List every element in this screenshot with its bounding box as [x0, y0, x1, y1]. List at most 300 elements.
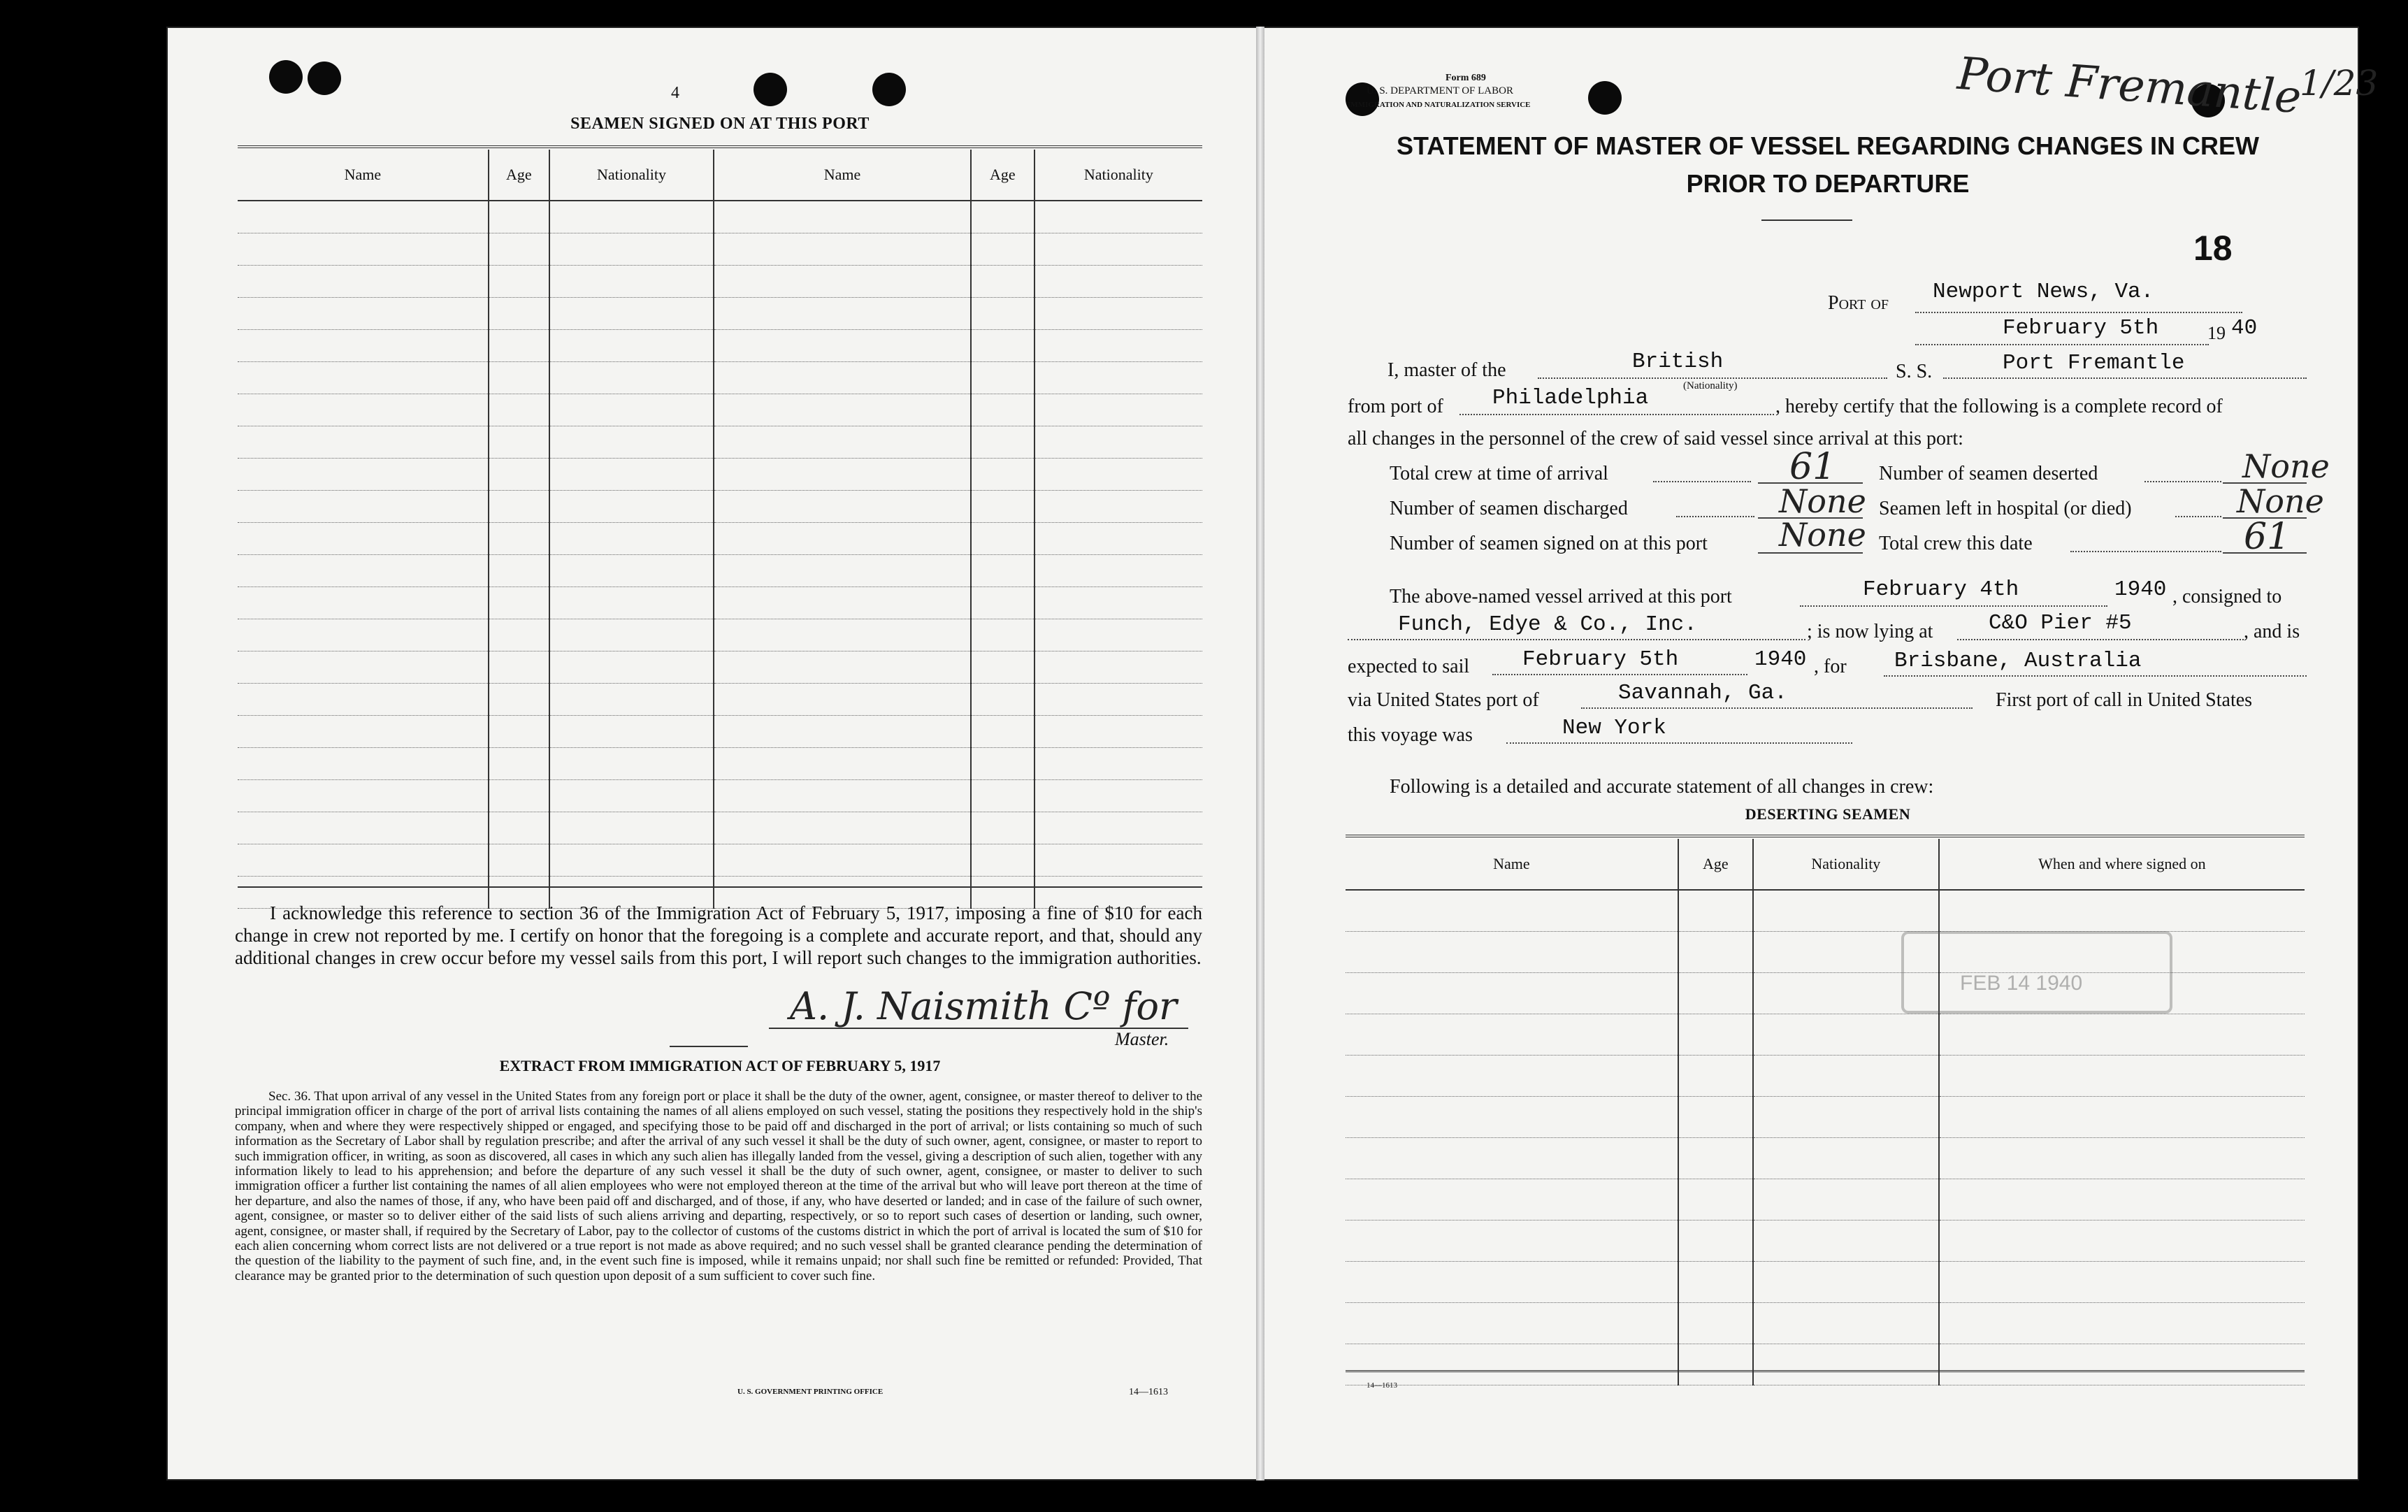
table-cell: [489, 266, 549, 298]
certify-text: , hereby certify that the following is a complete record of: [1775, 396, 2223, 417]
table-cell: [549, 780, 714, 812]
table-cell: [1346, 1179, 1678, 1221]
table-cell: [489, 780, 549, 812]
table-row: [238, 298, 1202, 330]
table-row: [238, 459, 1202, 491]
table-cell: [489, 684, 549, 716]
page-gutter: [1256, 27, 1264, 1481]
table-row: [238, 651, 1202, 684]
table-cell: [714, 651, 971, 684]
table-cell: [971, 491, 1034, 523]
column-header-nationality: Nationality: [1034, 150, 1202, 201]
table-cell: [1346, 1056, 1678, 1097]
via-port-value: Savannah, Ga.: [1618, 681, 1787, 705]
table-row: [238, 394, 1202, 426]
table-cell: [1346, 1221, 1678, 1262]
total-crew-arrival-value: 61: [1789, 446, 1836, 488]
table-cell: [714, 459, 971, 491]
table-cell: [1346, 890, 1678, 932]
received-stamp: [1901, 931, 2172, 1014]
table-cell: [714, 748, 971, 780]
table-cell: [238, 491, 489, 523]
total-crew-date-label: Total crew this date: [1879, 533, 2033, 554]
table-row: [238, 330, 1202, 362]
table-cell: [1939, 1179, 2305, 1221]
table-cell: [1753, 1014, 1939, 1056]
master-label: Master.: [1115, 1029, 1169, 1049]
table-cell: [489, 716, 549, 748]
table-cell: [971, 362, 1034, 394]
extract-title: EXTRACT FROM IMMIGRATION ACT OF FEBRUARY 5, 1917: [499, 1057, 941, 1074]
master-of-label: I, master of the: [1387, 359, 1506, 381]
table-cell: [549, 651, 714, 684]
total-crew-date-line: [2223, 552, 2307, 554]
from-port-label: from port of: [1348, 396, 1443, 417]
table-cell: [1753, 1179, 1939, 1221]
table-cell: [1678, 1262, 1753, 1303]
table-cell: [489, 748, 549, 780]
table-row: [238, 844, 1202, 877]
table-cell: [549, 266, 714, 298]
total-crew-arrival-label: Total crew at time of arrival: [1390, 463, 1608, 484]
table-cell: [549, 716, 714, 748]
form-number: Form 689: [1445, 73, 1486, 83]
table-cell: [971, 330, 1034, 362]
table-cell: [971, 748, 1034, 780]
table-cell: [1753, 1221, 1939, 1262]
table-cell: [549, 619, 714, 651]
table-cell: [971, 844, 1034, 877]
table-cell: [714, 394, 971, 426]
form-title: STATEMENT OF MASTER OF VESSEL REGARDING CHANGES IN CREW: [1396, 131, 2260, 160]
table-cell: [238, 201, 489, 233]
table-cell: [549, 459, 714, 491]
table-row: [238, 780, 1202, 812]
stamp-number: 18: [2193, 229, 2233, 268]
port-of-label: Port of: [1828, 292, 1889, 314]
table-bottom-rule: [238, 886, 1202, 888]
table-cell: [1034, 362, 1202, 394]
total-crew-arrival-dots: [1653, 481, 1751, 482]
table-cell: [1939, 890, 2305, 932]
table-cell: [489, 233, 549, 266]
destination-line: [1884, 675, 2307, 677]
sail-year: 1940: [1754, 647, 1807, 672]
from-port-value: Philadelphia: [1492, 386, 1649, 410]
table-cell: [238, 394, 489, 426]
table-cell: [1678, 1056, 1753, 1097]
table-cell: [714, 780, 971, 812]
table-cell: [971, 651, 1034, 684]
received-stamp-date: FEB 14 1940: [1960, 972, 2083, 995]
table-row: [1346, 1097, 2305, 1138]
column-header-name: Name: [714, 150, 971, 201]
deserting-seamen-table: [1346, 839, 2305, 1385]
table-cell: [1034, 844, 1202, 877]
table-cell: [714, 491, 971, 523]
table-cell: [1753, 1056, 1939, 1097]
table-row: [238, 748, 1202, 780]
table-cell: [714, 587, 971, 619]
table-row: [1346, 1262, 2305, 1303]
table-cell: [714, 233, 971, 266]
table-cell: [1753, 1138, 1939, 1179]
table-cell: [1678, 1221, 1753, 1262]
table-cell: [238, 748, 489, 780]
arrived-year: 1940: [2114, 577, 2167, 602]
table-cell: [489, 523, 549, 555]
table-cell: [714, 716, 971, 748]
sail-date: February 5th: [1522, 647, 1679, 672]
table-cell: [1034, 523, 1202, 555]
table-cell: [971, 201, 1034, 233]
table-cell: [489, 651, 549, 684]
column-header-signed-on: When and where signed on: [1939, 839, 2305, 890]
nationality-value: British: [1632, 350, 1724, 374]
table-cell: [549, 523, 714, 555]
table-cell: [1346, 1097, 1678, 1138]
table-cell: [971, 298, 1034, 330]
printing-office: U. S. GOVERNMENT PRINTING OFFICE: [737, 1388, 884, 1396]
arrived-label: The above-named vessel arrived at this port: [1390, 586, 1732, 607]
table-cell: [489, 394, 549, 426]
table-cell: [714, 426, 971, 459]
deserting-title: DESERTING SEAMEN: [1745, 805, 1911, 823]
column-header-age: Age: [489, 150, 549, 201]
table-cell: [971, 587, 1034, 619]
punch-hole: [269, 60, 303, 94]
table-cell: [1034, 298, 1202, 330]
lying-label: ; is now lying at: [1807, 621, 1933, 642]
table-cell: [489, 362, 549, 394]
table-cell: [1753, 1097, 1939, 1138]
table-cell: [489, 844, 549, 877]
table-cell: [549, 587, 714, 619]
table-cell: [971, 523, 1034, 555]
consigned-label: , consigned to: [2172, 586, 2282, 607]
page-number: 4: [671, 84, 679, 102]
table-cell: [1939, 1014, 2305, 1056]
table-row: [238, 812, 1202, 844]
title-rule: [1761, 219, 1852, 221]
table-cell: [549, 684, 714, 716]
table-cell: [714, 201, 971, 233]
table-cell: [1678, 1097, 1753, 1138]
discharged-dots: [1676, 516, 1754, 517]
table-cell: [1939, 1262, 2305, 1303]
table-row: [238, 201, 1202, 233]
table-cell: [238, 812, 489, 844]
table-cell: [1753, 1344, 1939, 1385]
table-cell: [489, 491, 549, 523]
signed-on-table: [238, 150, 1202, 909]
signed-on-line: [1758, 552, 1863, 554]
table-top-rule: [238, 145, 1202, 148]
column-header-name: Name: [1346, 839, 1678, 890]
table-row: [238, 555, 1202, 587]
signed-on-label: Number of seamen signed on at this port: [1390, 533, 1708, 554]
table-cell: [1678, 1014, 1753, 1056]
section-title: SEAMEN SIGNED ON AT THIS PORT: [570, 115, 870, 133]
table-row: [1346, 1138, 2305, 1179]
table-row: [1346, 1179, 2305, 1221]
short-rule: [670, 1046, 748, 1047]
table-cell: [549, 394, 714, 426]
column-header-nationality: Nationality: [549, 150, 714, 201]
table-cell: [238, 362, 489, 394]
year-prefix: 19: [2207, 323, 2226, 343]
table-cell: [238, 780, 489, 812]
and-is-label: , and is: [2244, 621, 2300, 642]
punch-hole: [1588, 81, 1622, 115]
arrived-line: [1800, 605, 2107, 607]
consignee-value: Funch, Edye & Co., Inc.: [1398, 612, 1697, 637]
punch-hole: [754, 73, 787, 106]
ss-label: S. S.: [1896, 361, 1933, 382]
table-row: [238, 684, 1202, 716]
table-cell: [1678, 973, 1753, 1014]
nationality-caption: (Nationality): [1683, 380, 1738, 391]
table-cell: [1034, 394, 1202, 426]
table-cell: [714, 362, 971, 394]
expected-label: expected to sail: [1348, 656, 1470, 677]
table-cell: [1034, 812, 1202, 844]
table-cell: [714, 619, 971, 651]
service-name: IMMIGRATION AND NATURALIZATION SERVICE: [1348, 101, 1531, 109]
table-cell: [1034, 426, 1202, 459]
table-cell: [714, 523, 971, 555]
table-row: [238, 619, 1202, 651]
discharged-label: Number of seamen discharged: [1390, 498, 1628, 519]
table-cell: [238, 426, 489, 459]
table-cell: [1034, 201, 1202, 233]
table-cell: [489, 555, 549, 587]
punch-hole: [308, 62, 341, 95]
handwritten-vessel-name: Port Fremantle: [1956, 48, 2303, 124]
signed-on-value: None: [1779, 516, 1866, 554]
table-cell: [1034, 459, 1202, 491]
table-cell: [489, 298, 549, 330]
table-cell: [971, 684, 1034, 716]
column-header-age: Age: [971, 150, 1034, 201]
extract-text: Sec. 36. That upon arrival of any vessel in the United States from any foreign port or place it shall be the duty of the owner, agent, consignee, or master thereof to deliver to the principal immigration officer in charge of the port of arrival lists containing the names of all aliens employed on such vessel, stating the positions they respectively hold in the ship's company, when and where they were respectively shipped or engaged, and specifying those to be paid off and discharged in the port of arrival; or lists containing so much of such information as the Secretary of Labor shall by regulation prescribe; and after the arrival of any such vessel it shall be the duty of such owner, agent, consignee, or master to report to such immigration officer, in writing, as soon as discovered, all cases in which any such alien has illegally landed from the vessel, giving a description of such alien, together with any information likely to lead to his apprehension; and before the departure of any such vessel it shall be the duty of such owner, agent, consignee, or master to deliver to such immigration officer a further list containing the names of all alien employees who were not employed thereon at the time of the arrival but who will leave port thereon at the time of her departure, and also the names of those, if any, who have been paid off and discharged, and of those, if any, who have deserted or landed; and in case of the failure of such owner, agent, consignee, or master so to deliver either of the said lists of such aliens arriving and departing, respectively, or so to report such cases of desertion or landing, such owner, agent, consignee, or master shall, if required by the Secretary of Labor, pay to the collector of customs of the customs district in which the port of arrival is located the sum of $10 for each alien concerning whom correct lists are not delivered or a true report is not made as above required; and no such vessel shall be granted clearance pending the determination of the question of the liability to the payment of such fine, and, in the event such fine is imposed, while it remains unpaid; nor shall such fine be remitted or refunded: Provided, That clearance may be granted prior to the determination of such question upon deposit of a sum sufficient to cover such fine.: [235, 1089, 1202, 1283]
table-cell: [1678, 932, 1753, 973]
table-cell: [238, 716, 489, 748]
table-cell: [1034, 684, 1202, 716]
table-row: [238, 716, 1202, 748]
table-cell: [1034, 780, 1202, 812]
table-cell: [549, 426, 714, 459]
table-cell: [1939, 1138, 2305, 1179]
table-cell: [1034, 748, 1202, 780]
first-port-value: New York: [1562, 716, 1666, 740]
table-cell: [489, 619, 549, 651]
table-cell: [238, 233, 489, 266]
port-of-value: Newport News, Va.: [1933, 280, 2154, 304]
nationality-line: [1538, 377, 1887, 379]
table-cell: [1678, 1138, 1753, 1179]
deserting-bottom-rule: [1346, 1370, 2305, 1372]
table-cell: [714, 812, 971, 844]
table-row: [238, 523, 1202, 555]
table-cell: [549, 812, 714, 844]
table-cell: [1678, 1303, 1753, 1344]
table-cell: [1034, 233, 1202, 266]
table-cell: [489, 812, 549, 844]
table-cell: [971, 780, 1034, 812]
table-cell: [714, 684, 971, 716]
table-cell: [489, 201, 549, 233]
vessel-value: Port Fremantle: [2003, 351, 2185, 375]
acknowledgement-text: I acknowledge this reference to section 36 of the Immigration Act of February 5, 1917, imposing a fine of $10 for each change in crew not reported by me. I certify on honor that the foregoing is a complete and accurate report, and that, should any additional changes in crew occur before my vessel sails from this port, I will report such changes to the immigration authorities.: [235, 902, 1202, 968]
hospital-dots: [2175, 516, 2221, 517]
deserted-value: None: [2242, 447, 2330, 485]
table-cell: [1034, 651, 1202, 684]
table-cell: [1939, 1344, 2305, 1385]
vessel-line: [1943, 377, 2307, 379]
table-cell: [549, 555, 714, 587]
table-cell: [971, 555, 1034, 587]
table-row: [1346, 1014, 2305, 1056]
department-name: U. S. DEPARTMENT OF LABOR: [1367, 85, 1513, 96]
table-cell: [238, 555, 489, 587]
table-cell: [549, 362, 714, 394]
all-changes-text: all changes in the personnel of the crew of said vessel since arrival at this port:: [1348, 428, 1963, 449]
table-cell: [549, 748, 714, 780]
column-header-nationality: Nationality: [1753, 839, 1939, 890]
sail-date-line: [1492, 674, 1747, 675]
date-line: [1915, 344, 2209, 345]
from-port-line: [1459, 414, 1774, 415]
table-cell: [549, 844, 714, 877]
column-header-name: Name: [238, 150, 489, 201]
table-cell: [1678, 1344, 1753, 1385]
table-cell: [238, 587, 489, 619]
for-label: , for: [1814, 656, 1847, 677]
table-cell: [238, 298, 489, 330]
table-cell: [1034, 266, 1202, 298]
first-port-label: First port of call in United States: [1996, 689, 2253, 711]
table-cell: [971, 426, 1034, 459]
table-cell: [1939, 1056, 2305, 1097]
table-row: [238, 233, 1202, 266]
table-row: [238, 362, 1202, 394]
form-code-right: 14—1613: [1367, 1381, 1397, 1390]
table-cell: [549, 233, 714, 266]
table-row: [1346, 1344, 2305, 1385]
page-count-note: 1/23: [2300, 63, 2379, 103]
table-cell: [549, 330, 714, 362]
column-header-age: Age: [1678, 839, 1753, 890]
table-cell: [238, 619, 489, 651]
table-cell: [1034, 587, 1202, 619]
deserted-label: Number of seamen deserted: [1879, 463, 2098, 484]
table-cell: [1346, 973, 1678, 1014]
year-suffix: 40: [2231, 316, 2258, 340]
via-label: via United States port of: [1348, 689, 1539, 711]
table-row: [238, 266, 1202, 298]
first-port-line: [1506, 742, 1852, 744]
table-cell: [1753, 1303, 1939, 1344]
table-row: [1346, 1221, 2305, 1262]
table-row: [238, 587, 1202, 619]
voyage-label: this voyage was: [1348, 724, 1473, 746]
table-cell: [1346, 1344, 1678, 1385]
via-port-line: [1581, 707, 1973, 709]
total-crew-date-dots: [2070, 551, 2221, 552]
punch-hole: [872, 73, 906, 106]
table-row: [1346, 1303, 2305, 1344]
table-cell: [1678, 890, 1753, 932]
table-cell: [971, 812, 1034, 844]
master-signature: A. J. Naismith Cº for: [790, 984, 1177, 1028]
table-cell: [971, 459, 1034, 491]
table-cell: [971, 233, 1034, 266]
following-text: Following is a detailed and accurate statement of all changes in crew:: [1390, 776, 1934, 798]
table-cell: [714, 555, 971, 587]
table-cell: [1678, 1179, 1753, 1221]
table-cell: [549, 298, 714, 330]
table-cell: [971, 266, 1034, 298]
destination-value: Brisbane, Australia: [1894, 649, 2142, 673]
deserted-dots: [2144, 481, 2221, 482]
table-cell: [549, 201, 714, 233]
table-cell: [1034, 619, 1202, 651]
table-cell: [489, 330, 549, 362]
hospital-label: Seamen left in hospital (or died): [1879, 498, 2132, 519]
table-cell: [549, 491, 714, 523]
hospital-value: None: [2237, 482, 2324, 520]
table-cell: [1346, 1262, 1678, 1303]
table-cell: [489, 426, 549, 459]
arrived-date: February 4th: [1863, 577, 2019, 602]
lying-at-value: C&O Pier #5: [1989, 611, 2132, 635]
table-cell: [1346, 932, 1678, 973]
port-of-line: [1915, 312, 2242, 313]
table-cell: [971, 716, 1034, 748]
table-cell: [1346, 1014, 1678, 1056]
table-cell: [238, 330, 489, 362]
table-cell: [1034, 330, 1202, 362]
lying-at-line: [1957, 639, 2244, 640]
total-crew-date-value: 61: [2244, 516, 2291, 558]
consignee-line: [1348, 639, 1805, 640]
form-code-left: 14—1613: [1129, 1387, 1168, 1397]
table-cell: [714, 844, 971, 877]
table-cell: [971, 619, 1034, 651]
table-cell: [238, 844, 489, 877]
table-cell: [238, 266, 489, 298]
table-cell: [1034, 716, 1202, 748]
table-cell: [1939, 1303, 2305, 1344]
table-cell: [1939, 1097, 2305, 1138]
table-row: [238, 491, 1202, 523]
table-cell: [238, 523, 489, 555]
date-value: February 5th: [2003, 316, 2159, 340]
table-cell: [1753, 1262, 1939, 1303]
table-cell: [714, 298, 971, 330]
table-cell: [971, 394, 1034, 426]
deserting-top-rule: [1346, 835, 2305, 837]
table-cell: [714, 330, 971, 362]
table-cell: [1034, 491, 1202, 523]
table-cell: [1346, 1138, 1678, 1179]
table-cell: [489, 587, 549, 619]
table-cell: [1034, 555, 1202, 587]
table-cell: [714, 266, 971, 298]
table-cell: [238, 651, 489, 684]
table-row: [1346, 890, 2305, 932]
